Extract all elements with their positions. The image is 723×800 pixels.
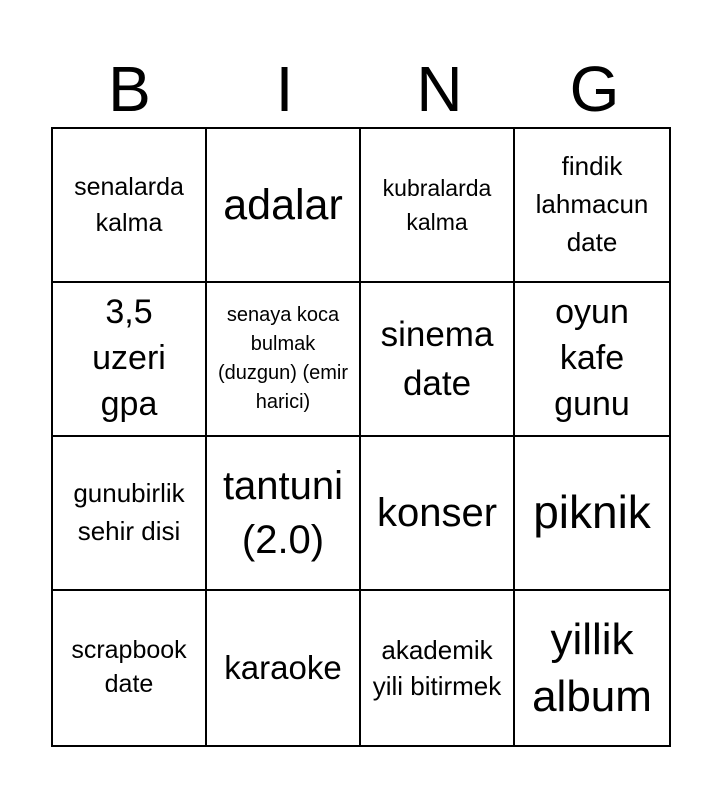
cell-text: senaya koca bulmak (duzgun) (emir harici) <box>217 304 349 413</box>
bingo-cell-r2c3[interactable] <box>361 283 515 437</box>
bingo-cell-r2c2[interactable] <box>207 283 361 437</box>
bingo-cell-r1c2[interactable] <box>207 129 361 283</box>
bingo-cell-r4c2[interactable] <box>207 591 361 745</box>
bingo-cell-r3c1[interactable] <box>53 437 207 591</box>
cell-text: adalar <box>223 180 343 229</box>
cell-text: akademik yili bitirmek <box>372 634 502 701</box>
bingo-cell-r3c3[interactable] <box>361 437 515 591</box>
bingo-cell-r4c1[interactable] <box>53 591 207 745</box>
bingo-cell-r4c4[interactable] <box>515 591 669 745</box>
bingo-cell-r3c2[interactable] <box>207 437 361 591</box>
cell-text: 3,5 uzeri gpa <box>92 293 166 423</box>
header-letter-b: B <box>108 53 151 125</box>
bingo-board <box>51 127 671 747</box>
cell-text: sinema date <box>380 315 494 403</box>
bingo-cell-r2c4[interactable] <box>515 283 669 437</box>
cell-text: kubralarda kalma <box>382 174 492 235</box>
bingo-cell-r2c1[interactable] <box>53 283 207 437</box>
cell-text: findik lahmacun date <box>535 151 649 257</box>
cell-text: konser <box>376 491 498 535</box>
cell-text: tantuni (2.0) <box>222 464 344 562</box>
cell-text: yillik album <box>532 614 652 721</box>
cell-text: senalarda kalma <box>74 172 184 237</box>
cell-text: karaoke <box>224 648 342 686</box>
header-letter-n: N <box>416 53 463 125</box>
bingo-header <box>52 50 672 128</box>
cell-text: gunubirlik sehir disi <box>73 478 185 546</box>
header-letter-g: G <box>569 53 620 125</box>
bingo-cell-r1c4[interactable] <box>515 129 669 283</box>
bingo-cell-r1c1[interactable] <box>53 129 207 283</box>
header-letter-i: I <box>275 53 294 125</box>
cell-text: oyun kafe gunu <box>554 293 630 423</box>
bingo-cell-r3c4[interactable] <box>515 437 669 591</box>
cell-text: scrapbook date <box>71 636 187 698</box>
bingo-cell-r1c3[interactable] <box>361 129 515 283</box>
cell-text: piknik <box>533 486 651 539</box>
bingo-cell-r4c3[interactable] <box>361 591 515 745</box>
